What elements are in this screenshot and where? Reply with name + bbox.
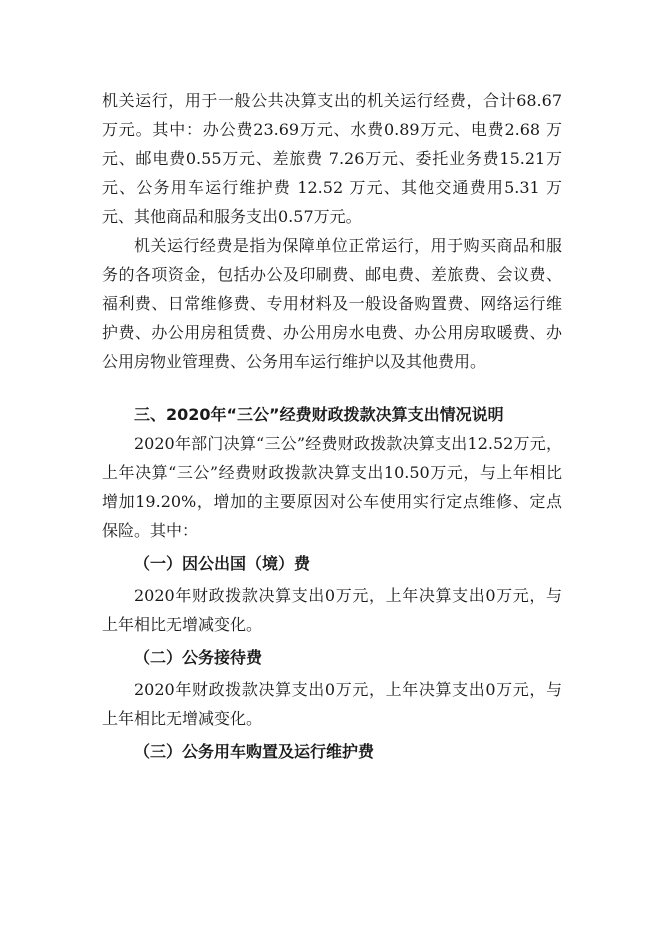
subheading-overseas-travel: （一）因公出国（境）费 [134,554,311,573]
subheading-official-vehicles: （三）公务用车购置及运行维护费 [134,742,375,761]
subheading-official-reception: （二）公务接待费 [134,648,263,667]
paragraph-three-public-summary: 2020年部门决算“三公”经费财政拨款决算支出12.52万元，上年决算“三公”经费财政拨款决算支出10.50万元，与上年相比增加19.20%，增加的主要原因对公车使用实行定点维修、定点保险。其中： [102,434,562,540]
document-page [102,86,562,766]
paragraph-operating-expenses-definition: 机关运行经费是指为保障单位正常运行，用于购买商品和服务的各项资金，包括办公及印刷费、邮电费、差旅费、会议费、福利费、日常维修费、专用材料及一般设备购置费、网络运行维护费、办公用房租赁费、办公用房水电费、办公用房取暖费、办公用房物业管理费、公务用车运行维护以及其他费用。 [102,236,562,371]
paragraph-operating-expenses-detail: 机关运行，用于一般公共决算支出的机关运行经费，合计68.67万元。其中：办公费23.69万元、水费0.89万元、电费2.68 万元、邮电费0.55万元、差旅费 7.26万元、委托业务费15.21万元、公务用车运行维护费 12.52 万元、其他交通费用5.31 万元、其他商品和服务支出0.57万元。 [102,91,562,226]
section-heading-three-public: 三、2020年“三公”经费财政拨款决算支出情况说明 [134,405,504,424]
paragraph-official-reception: 2020年财政拨款决算支出0万元，上年决算支出0万元，与上年相比无增减变化。 [102,680,562,728]
paragraph-overseas-travel: 2020年财政拨款决算支出0万元，上年决算支出0万元，与上年相比无增减变化。 [102,586,562,634]
